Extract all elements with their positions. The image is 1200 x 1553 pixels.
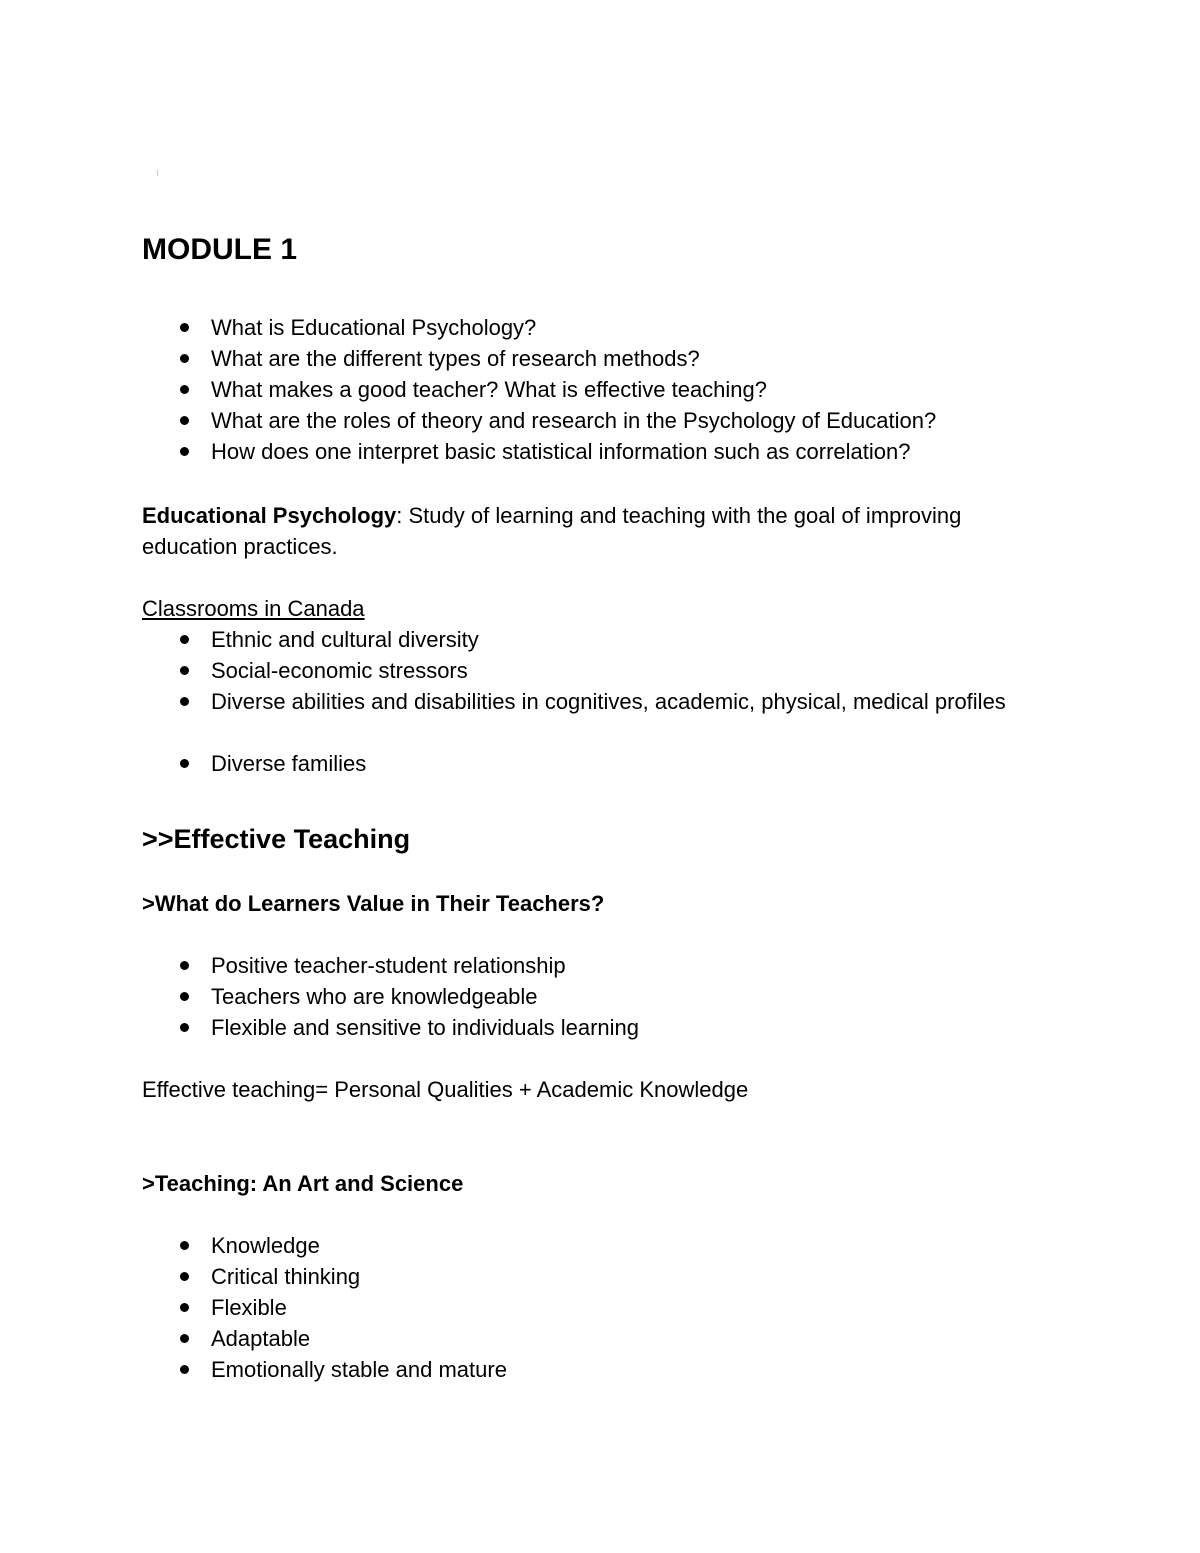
list-item: Flexible and sensitive to individuals learning	[0, 1012, 639, 1043]
page-title: MODULE 1	[142, 233, 298, 266]
bullet-icon	[180, 961, 189, 970]
list-item: Positive teacher-student relationship	[0, 950, 639, 981]
list-item: What are the roles of theory and research in the Psychology of Education?	[0, 405, 936, 436]
bullet-icon	[180, 666, 189, 675]
list-item: Emotionally stable and mature	[0, 1354, 507, 1385]
learners-value-list	[0, 950, 639, 1043]
list-item: What is Educational Psychology?	[0, 312, 936, 343]
definition-paragraph	[142, 500, 1042, 562]
bullet-icon	[180, 354, 189, 363]
bullet-icon	[180, 385, 189, 394]
bullet-icon	[180, 1241, 189, 1250]
effective-teaching-heading: >>Effective Teaching	[142, 824, 411, 854]
bullet-icon	[180, 416, 189, 425]
bullet-icon	[180, 323, 189, 332]
list-item: Knowledge	[0, 1230, 507, 1261]
list-item: Adaptable	[0, 1323, 507, 1354]
list-item: How does one interpret basic statistical information such as correlation?	[0, 436, 936, 467]
bullet-icon	[180, 1303, 189, 1312]
classrooms-list	[0, 624, 1011, 779]
effective-teaching-formula: Effective teaching= Personal Qualities + Academic Knowledge	[142, 1077, 749, 1102]
list-item: Critical thinking	[0, 1261, 507, 1292]
bullet-icon	[180, 635, 189, 644]
list-item: What makes a good teacher? What is effective teaching?	[0, 374, 936, 405]
art-science-heading: >Teaching: An Art and Science	[142, 1171, 464, 1196]
bullet-icon	[180, 992, 189, 1001]
page-mark	[157, 170, 158, 176]
bullet-icon	[180, 1272, 189, 1281]
list-item: Flexible	[0, 1292, 507, 1323]
list-item: Social-economic stressors	[0, 655, 1011, 686]
bullet-icon	[180, 1334, 189, 1343]
art-science-list	[0, 1230, 507, 1385]
learners-value-heading: >What do Learners Value in Their Teachers?	[142, 891, 605, 916]
definition-term: Educational Psychology	[142, 503, 397, 528]
bullet-icon	[180, 447, 189, 456]
bullet-icon	[180, 1023, 189, 1032]
list-item: Teachers who are knowledgeable	[0, 981, 639, 1012]
list-item: Diverse families	[0, 748, 1011, 779]
bullet-icon	[180, 697, 189, 706]
list-item: Ethnic and cultural diversity	[0, 624, 1011, 655]
intro-questions-list	[0, 312, 936, 467]
bullet-icon	[180, 1365, 189, 1374]
definition-text: : Study of learning and teaching with the goal of improving education practices.	[142, 503, 962, 559]
classrooms-heading: Classrooms in Canada	[142, 596, 365, 621]
list-item: What are the different types of research methods?	[0, 343, 936, 374]
list-item: Diverse abilities and disabilities in cognitives, academic, physical, medical profiles	[0, 686, 1011, 748]
bullet-icon	[180, 759, 189, 768]
